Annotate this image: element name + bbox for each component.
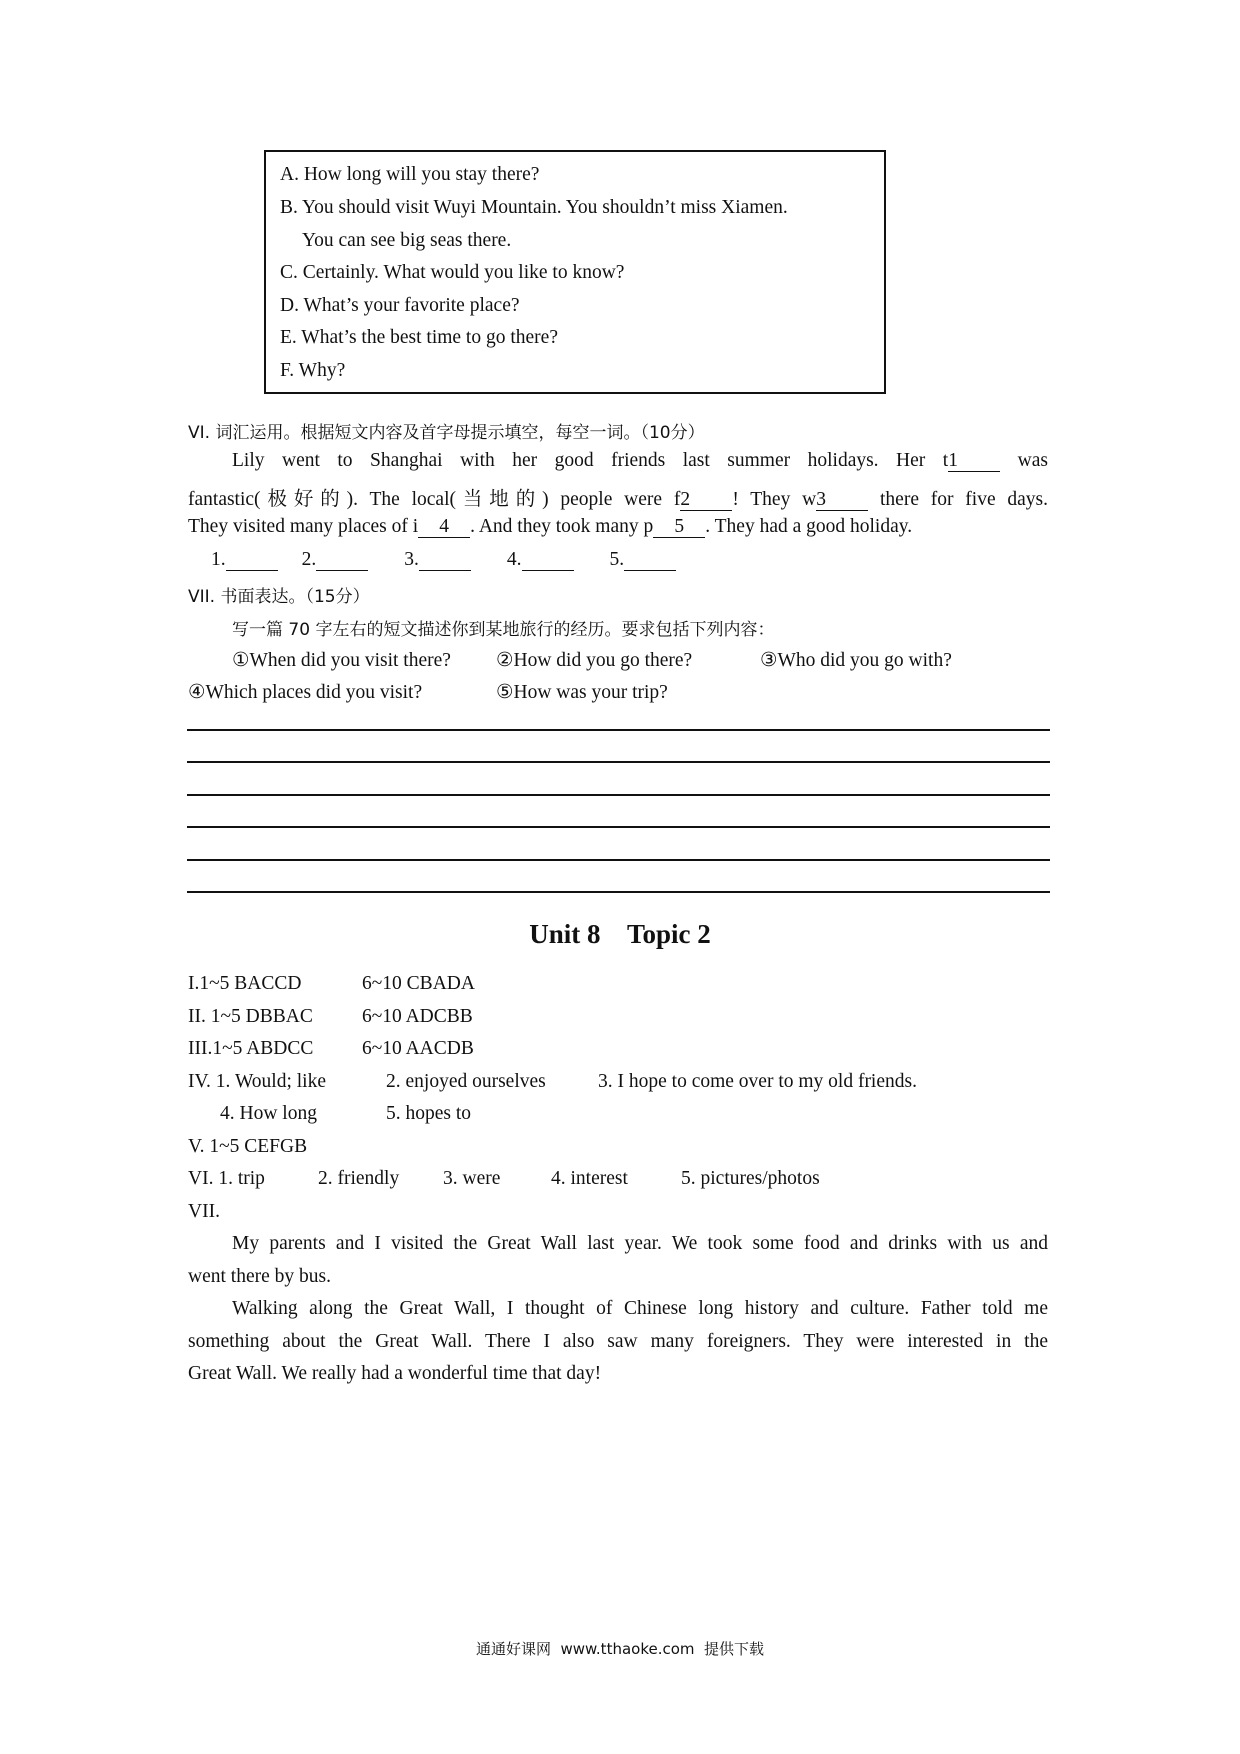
slot-label: 3. [404,549,419,570]
writing-line[interactable] [187,794,1050,796]
answer-row-1b: 6~10 CBADA [362,973,475,994]
slot-label: 4. [506,549,522,570]
answer-row-5b: 5. hopes to [386,1103,472,1124]
writing-line[interactable] [187,826,1050,828]
blank-4[interactable]: 4 [418,516,470,538]
text: . They had a good holiday. [705,516,913,537]
slot-label: 5. [609,549,625,570]
writing-line[interactable] [187,729,1050,731]
option-e: E. What’s the best time to go there? [280,327,558,348]
blank-1[interactable]: 1 [948,450,1000,472]
writing-line[interactable] [187,891,1050,893]
writing-line[interactable] [187,859,1050,861]
section6-line1 [232,450,1048,472]
answer-row-7e: 5. pictures/photos [681,1168,820,1189]
answer-row-7d: 4. interest [551,1168,628,1189]
blank-5[interactable]: 5 [653,516,705,538]
answer-row-4c: 3. I hope to come over to my old friends. [598,1071,917,1092]
writing-line[interactable] [187,761,1050,763]
text: fantastic(极好的). The local(当地的) people were f [188,489,681,510]
text: They visited many places of i [188,516,419,537]
answer-row-2a: II. 1~5 DBBAC [188,1006,313,1027]
section6-heading: VI. 词汇运用。根据短文内容及首字母提示填空，每空一词。（10分） [188,423,705,443]
answer-slots [211,549,676,571]
answer-slot-4[interactable] [522,549,574,571]
answer-slot-2[interactable] [316,549,368,571]
essay-p2-line1: Walking along the Great Wall, I thought of Chinese long history and culture. Father told me [232,1298,1048,1319]
section6-line2 [188,483,1048,511]
answer-slot-3[interactable] [419,549,471,571]
question-2: ②How did you go there? [496,650,693,671]
text: was [1017,450,1048,471]
option-b-line1: B. You should visit Wuyi Mountain. You shouldn’t miss Xiamen. [280,197,788,218]
answer-row-7b: 2. friendly [318,1168,400,1189]
answer-row-1a: I.1~5 BACCD [188,973,302,994]
section7-instruction: 写一篇 70 字左右的短文描述你到某地旅行的经历。要求包括下列内容： [232,620,775,640]
essay-p2-line2: something about the Great Wall. There I also saw many foreigners. They were interested in the [188,1331,1048,1352]
text: ! They w [732,489,817,510]
answer-row-2b: 6~10 ADCBB [362,1006,473,1027]
text: there for five days. [880,489,1048,510]
slot-label: 1. [211,549,226,570]
slot-label: 2. [301,549,317,570]
question-1: ①When did you visit there? [232,650,451,671]
question-3: ③Who did you go with? [760,650,952,671]
answer-row-8: VII. [188,1201,220,1222]
answer-slot-1[interactable] [226,549,278,571]
option-b-line2: You can see big seas there. [302,230,512,251]
question-4: ④Which places did you visit? [188,682,423,703]
text: Lily went to Shanghai with her good friends last summer holidays. Her t [232,450,949,471]
option-f: F. Why? [280,360,346,381]
answer-row-4a: IV. 1. Would; like [188,1071,327,1092]
section7-heading: VII. 书面表达。（15分） [188,587,370,607]
answer-slot-5[interactable] [624,549,676,571]
essay-p1-line1: My parents and I visited the Great Wall last year. We took some food and drinks with us and [232,1233,1048,1254]
answer-row-5a: 4. How long [220,1103,317,1124]
section6-line3 [188,516,912,538]
answer-row-7c: 3. were [443,1168,501,1189]
answer-row-6: V. 1~5 CEFGB [188,1136,308,1157]
answer-row-4b: 2. enjoyed ourselves [386,1071,546,1092]
question-5: ⑤How was your trip? [496,682,668,703]
footer-watermark: 通通好课网 www.tthaoke.com 提供下载 [475,1640,765,1658]
answer-row-3a: III.1~5 ABDCC [188,1038,314,1059]
answer-row-7a: VI. 1. trip [188,1168,265,1189]
essay-p1-line2: went there by bus. [188,1266,331,1287]
option-d: D. What’s your favorite place? [280,295,520,316]
blank-2[interactable]: 2 [680,489,732,511]
option-a: A. How long will you stay there? [280,164,540,185]
text: . And they took many p [470,516,654,537]
essay-p2-line3: Great Wall. We really had a wonderful time that day! [188,1363,602,1384]
answer-title: Unit 8 Topic 2 [529,919,711,949]
blank-3[interactable]: 3 [816,489,868,511]
answer-row-3b: 6~10 AACDB [362,1038,474,1059]
option-c: C. Certainly. What would you like to know? [280,262,625,283]
